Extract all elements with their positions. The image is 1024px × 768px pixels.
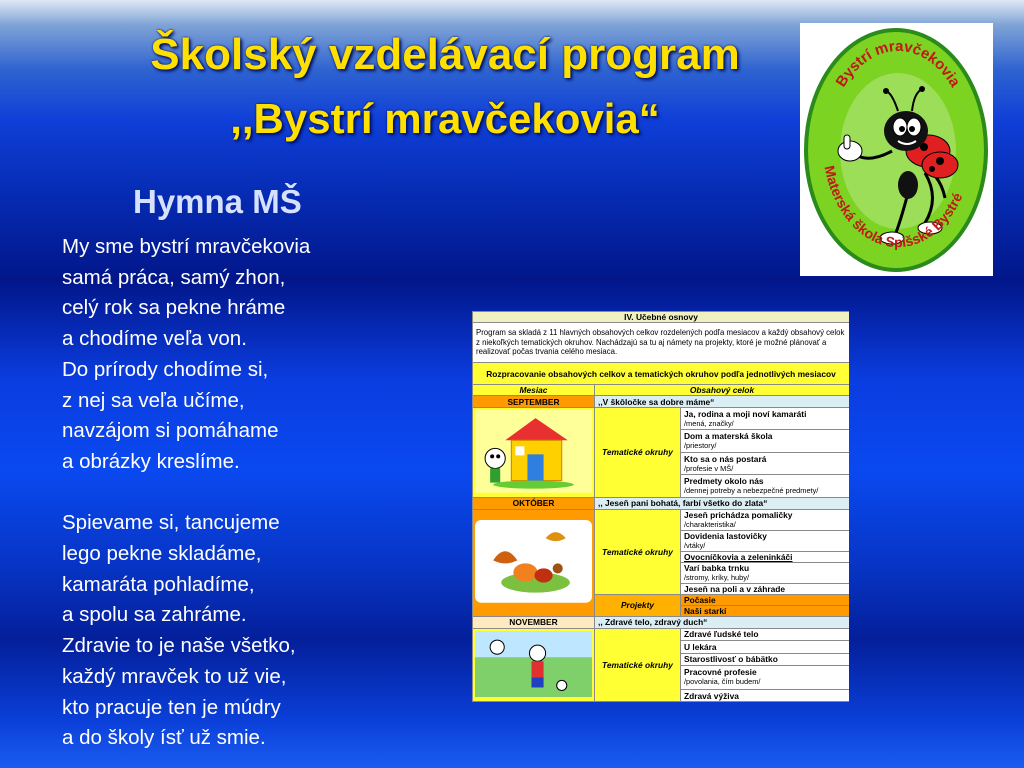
hymn-line: Spievame si, tancujeme [62,511,280,535]
hymn-heading: Hymna MŠ [133,183,302,220]
projects-label: Projekty [595,594,681,616]
topic-item: Predmety okolo nás /dennej potreby a nebezpečné predmety/ [681,475,850,497]
topic-item: Ovocníčkovia a zeleninkáči [681,551,850,562]
hymn-line: každý mravček to už vie, [62,664,287,688]
theme-november: ,, Zdravé telo, zdravý duch“ [595,616,850,628]
hymn-line: z nej sa veľa učíme, [62,388,245,412]
topic-item: Dovidenia lastovičky /vtáky/ [681,530,850,551]
hymn-line: samá práca, samý zhon, [62,265,286,289]
thematic-label: Tematické okruhy [595,509,681,594]
project-item: Naši starkí [681,605,850,616]
thematic-label: Tematické okruhy [595,408,681,498]
slide-title-line2: ,,Bystrí mravčekovia“ [230,95,660,142]
hymn-line: lego pekne skladáme, [62,542,262,566]
logo-bottom-text: Materská škola Spišské Bystré [821,164,966,251]
hymn-line: a obrázky kreslíme. [62,449,240,473]
topic-item: U lekára [681,641,850,653]
doc-section-title: Rozpracovanie obsahových celkov a tematických okruhov podľa jednotlivých mesiacov [473,363,850,385]
month-november: NOVEMBER [473,616,595,628]
project-item: Počasie [681,594,850,605]
ant-logo-icon [800,23,993,276]
month-september: SEPTEMBER [473,396,595,408]
thematic-label: Tematické okruhy [595,628,681,702]
hymn-line: kamaráta pohladíme, [62,572,255,596]
football-illustration-icon [475,631,592,698]
november-picture [473,628,595,702]
topic-item: Jeseň prichádza pomaličky /charakteristika/ [681,509,850,530]
topic-item: Kto sa o nás postará /profesie v MŠ/ [681,452,850,474]
hymn-line: celý rok sa pekne hráme [62,296,286,320]
theme-september: ,,V škôločke sa dobre máme“ [595,396,850,408]
school-logo [800,23,993,276]
slide-title-line1: Školský vzdelávací program [150,30,740,79]
topic-item: Dom a materská škola /priestory/ [681,430,850,452]
hymn-line: kto pracuje ten je múdry [62,695,281,719]
hymn-line: a spolu sa zahráme. [62,603,247,627]
doc-header: IV. Učebné osnovy [473,312,850,323]
hymn-line: Do prírody chodíme si, [62,357,269,381]
topic-item: Starostlivosť o bábätko [681,653,850,665]
col-content-header: Obsahový celok [595,385,850,396]
topic-item: Varí babka trnku /stromy, kríky, huby/ [681,562,850,583]
theme-october: ,, Jeseň pani bohatá, farbí všetko do zlata“ [595,497,850,509]
col-month-header: Mesiac [473,385,595,396]
autumn-illustration-icon [475,520,592,603]
hymn-line: a do školy ísť už smie. [62,726,266,750]
hymn-line: My sme bystrí mravčekovia [62,235,311,258]
house-illustration-icon [475,410,592,493]
topic-item: Jeseň na poli a v záhrade [681,583,850,594]
doc-intro: Program sa skladá z 11 hlavných obsahových celkov rozdelených podľa mesiacov a každý obsahový celok z niekoľkých tematických okruhov. Nachádzajú sa tu aj námety na projekty, ktoré je možné plánovať a realizovať počas trvania celého mesiaca. [473,323,850,363]
topic-item: Pracovné profesie /povolania, čím budem/ [681,666,850,690]
logo-top-text: Bystrí mravčekovia [832,37,964,91]
hymn-line: navzájom si pomáhame [62,419,279,443]
topic-item: Zdravé ľudské telo [681,628,850,640]
october-picture [473,509,595,616]
month-october: OKTÓBER [473,497,595,509]
hymn-text [62,232,310,754]
hymn-line: a chodíme veľa von. [62,327,247,351]
curriculum-document [472,311,849,702]
stanza-gap [62,478,310,509]
hymn-line: Zdravie to je naše všetko, [62,634,296,658]
topic-item: Zdravá výživa [681,689,850,701]
september-picture [473,408,595,498]
topic-item: Ja, rodina a moji noví kamaráti /mená, značky/ [681,408,850,430]
